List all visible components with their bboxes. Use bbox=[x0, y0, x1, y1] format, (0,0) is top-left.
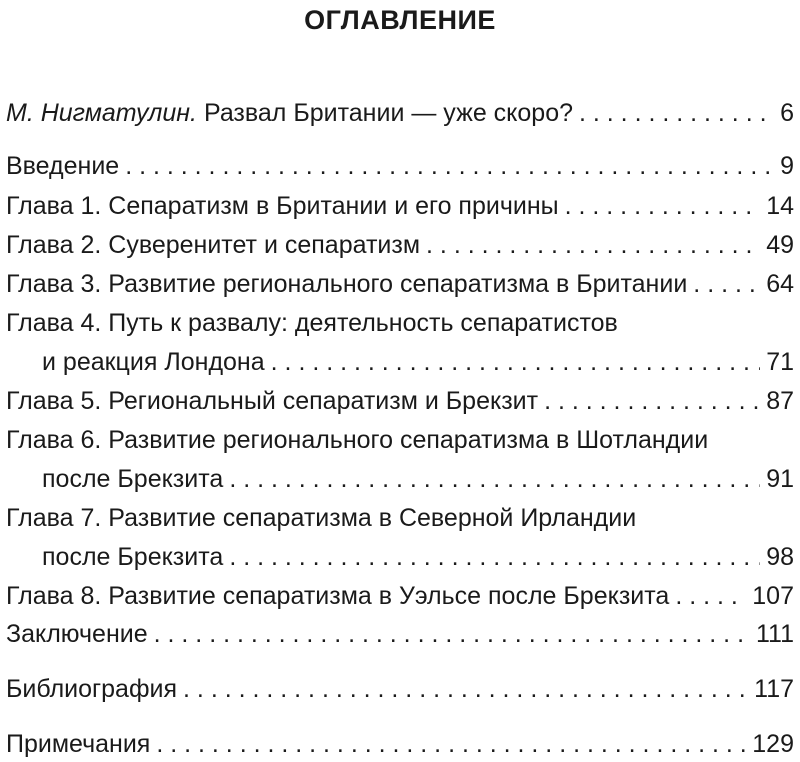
toc-entry-title: Глава 4. Путь к развалу: деятельность сепаратистов bbox=[6, 309, 618, 337]
toc-page-number: 87 bbox=[766, 387, 794, 415]
dot-leader bbox=[229, 461, 760, 497]
dot-leader bbox=[544, 383, 760, 419]
dot-leader bbox=[183, 671, 748, 707]
toc-page-number: 117 bbox=[754, 675, 794, 703]
toc-entry-chapter-7[interactable] bbox=[6, 500, 794, 536]
toc-entry-chapter-7-continued[interactable] bbox=[42, 539, 794, 575]
dot-leader bbox=[579, 95, 774, 131]
toc-entry-title: Глава 5. Региональный сепаратизм и Брекзит bbox=[6, 387, 539, 415]
toc-page-number: 91 bbox=[766, 465, 794, 493]
toc-entry-conclusion[interactable] bbox=[6, 616, 794, 652]
toc-page-number: 107 bbox=[752, 582, 794, 610]
toc-entry-chapter-6-continued[interactable] bbox=[42, 461, 794, 497]
toc-page-number: 9 bbox=[780, 152, 794, 180]
toc-entry-bibliography[interactable] bbox=[6, 671, 794, 707]
dot-leader bbox=[693, 266, 760, 302]
toc-entry-notes[interactable] bbox=[6, 726, 794, 762]
toc-entry-title: Примечания bbox=[6, 730, 151, 758]
dot-leader bbox=[675, 578, 746, 614]
toc-entry-title-continued: после Брекзита bbox=[42, 543, 224, 571]
toc-entry-title: Заключение bbox=[6, 620, 148, 648]
toc-entry-title: Глава 3. Развитие регионального сепаратизма в Британии bbox=[6, 270, 688, 298]
toc-entry-title: Введение bbox=[6, 152, 120, 180]
dot-leader bbox=[565, 188, 761, 224]
toc-page-number: 129 bbox=[752, 730, 794, 758]
toc-page-number: 111 bbox=[755, 620, 794, 648]
toc-entry-chapter-8[interactable] bbox=[6, 578, 794, 614]
dot-leader bbox=[229, 539, 760, 575]
toc-entry-chapter-4[interactable] bbox=[6, 305, 794, 341]
toc-entry-chapter-2[interactable] bbox=[6, 227, 794, 263]
dot-leader bbox=[125, 148, 774, 184]
toc-page-number: 14 bbox=[766, 192, 794, 220]
toc-entry-title: Развал Британии — уже скоро? bbox=[203, 99, 573, 127]
toc-entry-introduction[interactable] bbox=[6, 148, 794, 184]
toc-entry-title-continued: после Брекзита bbox=[42, 465, 224, 493]
toc-page-number: 64 bbox=[766, 270, 794, 298]
toc-entry-chapter-1[interactable] bbox=[6, 188, 794, 224]
dot-leader bbox=[154, 616, 750, 652]
toc-page-number: 49 bbox=[766, 231, 794, 259]
page-title: ОГЛАВЛЕНИЕ bbox=[304, 5, 496, 35]
toc-page-number: 71 bbox=[766, 348, 794, 376]
dot-leader bbox=[426, 227, 760, 263]
toc-entry-title-continued: и реакция Лондона bbox=[42, 348, 265, 376]
toc-entry-title: Глава 1. Сепаратизм в Британии и его причины bbox=[6, 192, 559, 220]
toc-entry-title: Глава 7. Развитие сепаратизма в Северной Ирландии bbox=[6, 504, 637, 532]
toc-entry-title: Глава 6. Развитие регионального сепаратизма в Шотландии bbox=[6, 426, 709, 454]
toc-entry-chapter-4-continued[interactable] bbox=[42, 344, 794, 380]
toc-entry-chapter-6[interactable] bbox=[6, 422, 794, 458]
toc-entry-title: Глава 2. Суверенитет и сепаратизм bbox=[6, 231, 421, 259]
dot-leader bbox=[271, 344, 761, 380]
toc-entry-chapter-5[interactable] bbox=[6, 383, 794, 419]
toc-page-number: 6 bbox=[780, 99, 794, 127]
toc-entry-author: М. Нигматулин. bbox=[6, 99, 197, 127]
toc-page-number: 98 bbox=[766, 543, 794, 571]
toc-entry-title: Глава 8. Развитие сепаратизма в Уэльсе после Брекзита bbox=[6, 582, 670, 610]
toc-entry-foreword[interactable] bbox=[6, 95, 794, 131]
toc-entry-title: Библиография bbox=[6, 675, 178, 703]
toc-entry-chapter-3[interactable] bbox=[6, 266, 794, 302]
dot-leader bbox=[156, 726, 746, 762]
